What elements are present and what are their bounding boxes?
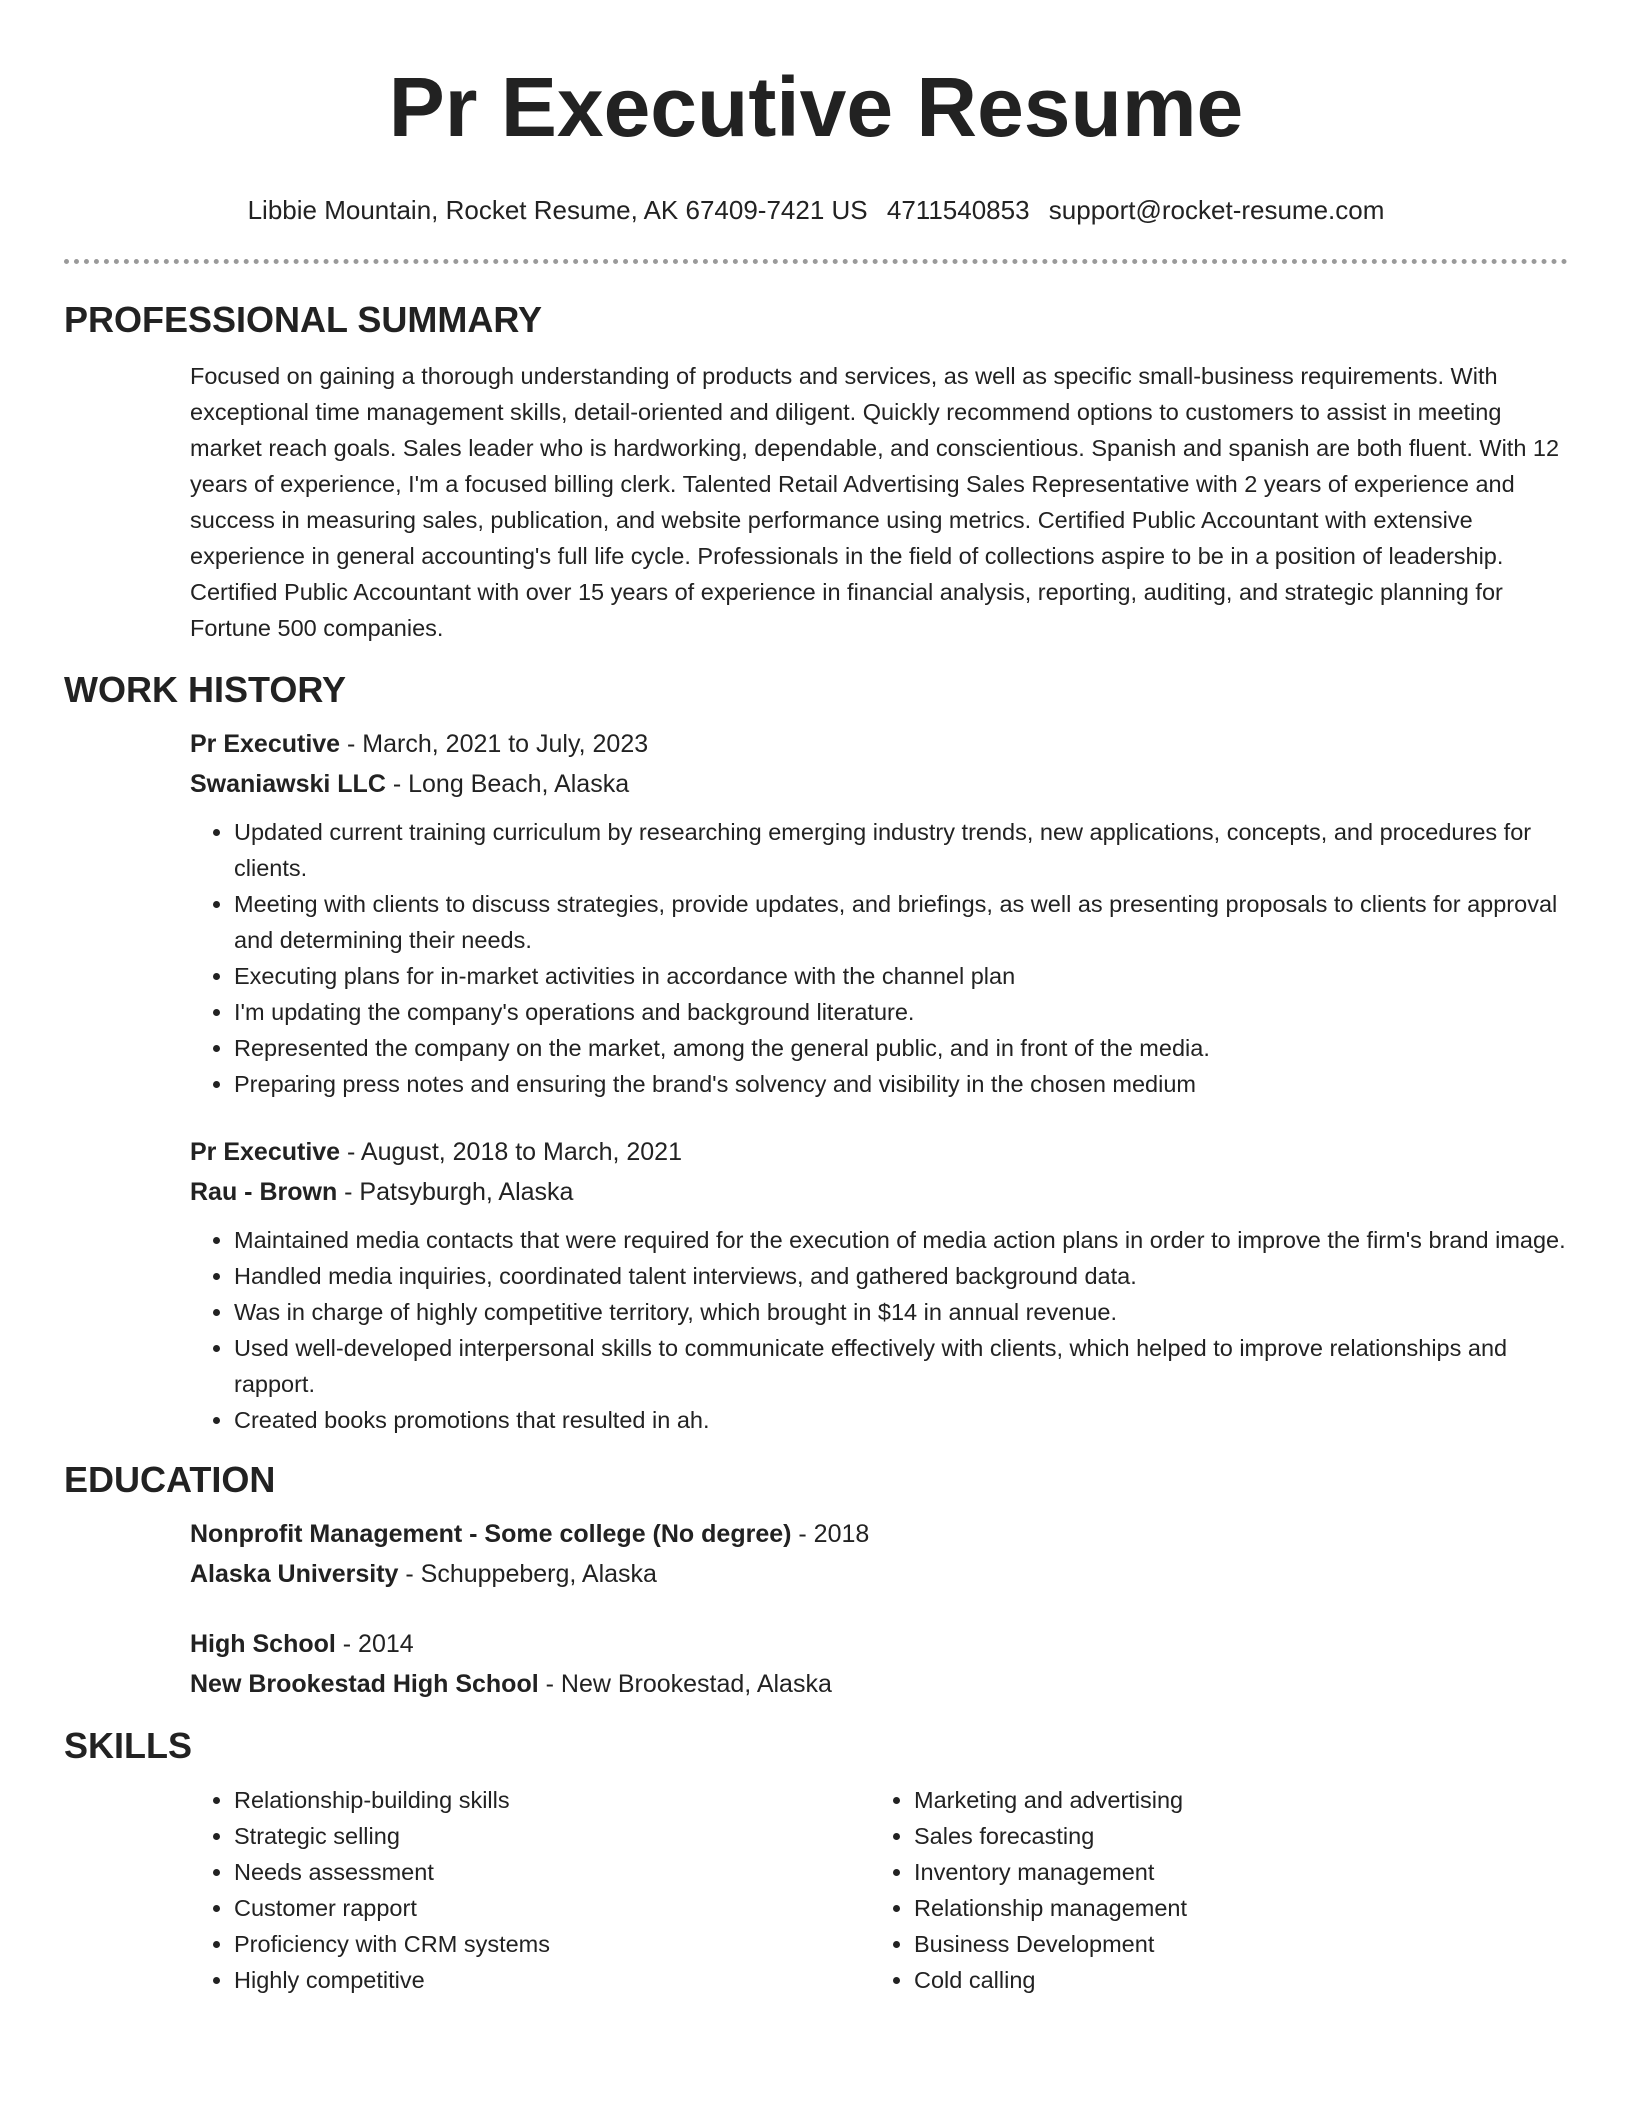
education-school: New Brookestad High School [190, 1670, 539, 1698]
list-item: • Marketing and advertising [914, 1782, 1550, 1818]
list-item: • Relationship-building skills [234, 1782, 870, 1818]
job-location: - Long Beach, Alaska [385, 770, 630, 798]
list-item: • Inventory management [914, 1854, 1550, 1890]
list-item: • Sales forecasting [914, 1818, 1550, 1854]
list-item: • Preparing press notes and ensuring the brand's solvency and visibility in the chosen medium [234, 1066, 1568, 1102]
contact-email: support@rocket-resume.com [1048, 195, 1385, 225]
contact-phone: 4711540853 [886, 195, 1030, 225]
list-item: • Represented the company on the market, among the general public, and in front of the media. [234, 1030, 1568, 1066]
summary-text: Focused on gaining a thorough understanding of products and services, as well as specific small-business requirements. With exceptional time management skills, detail-oriented and diligent. Quickly recommend options to customers to assist in meeting market reach goals. Sales leader who is hardworking, dependable, and conscientious. Spanish and spanish are both fluent. With 12 years of experience, I'm a focused billing clerk. Talented Retail Advertising Sales Representative with 2 years of experience and success in measuring sales, publication, and website performance using metrics. Certified Public Accountant with extensive experience in general accounting's full life cycle. Professionals in the field of collections aspire to be in a position of leadership. Certified Public Accountant with over 15 years of experience in financial analysis, reporting, auditing, and strategic planning for Fortune 500 companies. [190, 363, 1560, 641]
education-location: - Schuppeberg, Alaska [398, 1560, 657, 1588]
list-item: • Proficiency with CRM systems [234, 1926, 870, 1962]
list-item: • I'm updating the company's operations and background literature. [234, 994, 1568, 1030]
list-item: • Cold calling [914, 1962, 1550, 1998]
list-item: • Strategic selling [234, 1818, 870, 1854]
list-item: • Used well-developed interpersonal skills to communicate effectively with clients, which helped to improve relationships and rapport. [234, 1330, 1568, 1402]
skills-section [190, 1782, 1568, 1998]
header-divider [64, 259, 1568, 264]
list-item: • Handled media inquiries, coordinated talent interviews, and gathered background data. [234, 1258, 1568, 1294]
job-dates: - March, 2021 to July, 2023 [340, 730, 649, 758]
job-role-line [190, 724, 1568, 764]
education-school-line [190, 1554, 1568, 1594]
list-item: • Created books promotions that resulted in ah. [234, 1402, 1568, 1438]
job-dates: - August, 2018 to March, 2021 [340, 1138, 682, 1166]
list-item: • Maintained media contacts that were required for the execution of media action plans in order to improve the firm's brand image. [234, 1222, 1568, 1258]
education-location: - New Brookestad, Alaska [538, 1670, 832, 1698]
contact-line [64, 194, 1568, 226]
education-degree-line [190, 1514, 1568, 1554]
job-role: Pr Executive [190, 1138, 341, 1166]
job-bullets [190, 1222, 1568, 1438]
job-location: - Patsyburgh, Alaska [337, 1178, 574, 1206]
section-title-work: WORK HISTORY [64, 669, 347, 710]
section-title-summary: PROFESSIONAL SUMMARY [64, 299, 543, 340]
job-company: Swaniawski LLC [190, 770, 386, 798]
list-item: • Updated current training curriculum by researching emerging industry trends, new applications, concepts, and procedures for clients. [234, 814, 1568, 886]
section-title-education: EDUCATION [64, 1459, 276, 1500]
resume-page [64, 0, 1568, 1998]
summary-section [190, 358, 1568, 646]
skills-list-right [870, 1782, 1550, 1998]
job-company: Rau - Brown [190, 1178, 338, 1206]
job-entry [190, 1132, 1568, 1438]
job-company-line [190, 764, 1568, 804]
list-item: • Needs assessment [234, 1854, 870, 1890]
list-item: • Was in charge of highly competitive territory, which brought in $14 in annual revenue. [234, 1294, 1568, 1330]
education-section [190, 1514, 1568, 1704]
resume-title: Pr Executive Resume [388, 60, 1244, 154]
list-item: • Business Development [914, 1926, 1550, 1962]
education-year: - 2018 [791, 1520, 870, 1548]
education-entry [190, 1624, 1568, 1704]
education-entry [190, 1514, 1568, 1594]
education-school: Alaska University [190, 1560, 399, 1588]
skills-list-left [190, 1782, 870, 1998]
education-school-line [190, 1664, 1568, 1704]
list-item: • Customer rapport [234, 1890, 870, 1926]
education-degree-line [190, 1624, 1568, 1664]
education-year: - 2014 [335, 1630, 414, 1658]
contact-address: Libbie Mountain, Rocket Resume, AK 67409-7421 US [247, 195, 868, 225]
job-company-line [190, 1172, 1568, 1212]
education-degree: High School [190, 1630, 336, 1658]
list-item: • Executing plans for in-market activities in accordance with the channel plan [234, 958, 1568, 994]
list-item: • Highly competitive [234, 1962, 870, 1998]
job-role-line [190, 1132, 1568, 1172]
list-item: • Relationship management [914, 1890, 1550, 1926]
section-title-skills: SKILLS [64, 1725, 193, 1766]
education-degree: Nonprofit Management - Some college (No degree) [190, 1520, 792, 1548]
job-entry [190, 724, 1568, 1102]
list-item: • Meeting with clients to discuss strategies, provide updates, and briefings, as well as presenting proposals to clients for approval and determining their needs. [234, 886, 1568, 958]
work-section [190, 724, 1568, 1438]
job-bullets [190, 814, 1568, 1102]
job-role: Pr Executive [190, 730, 341, 758]
